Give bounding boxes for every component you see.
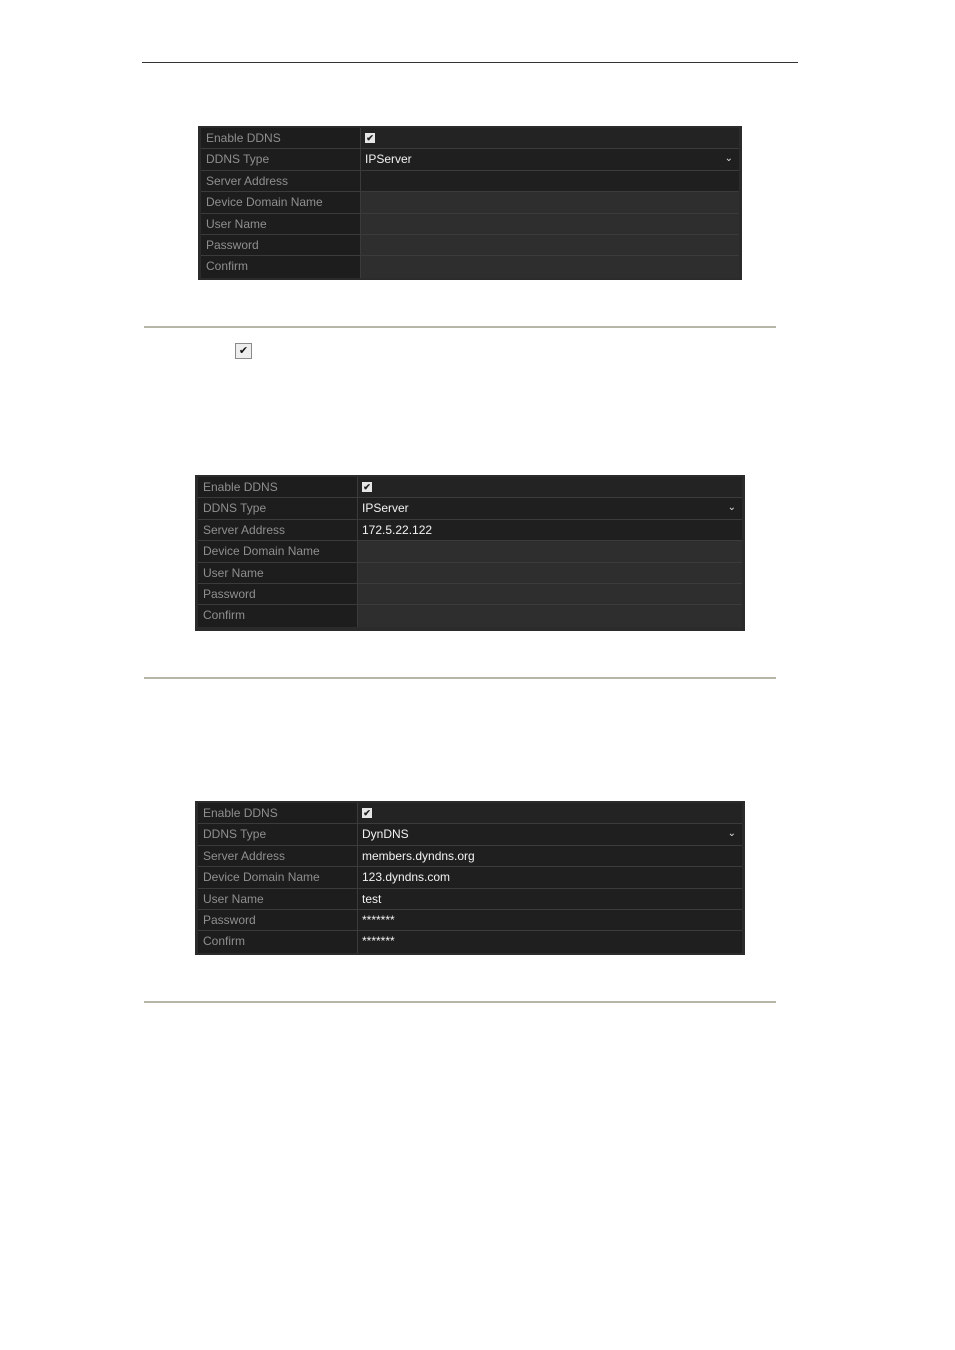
server-address-row	[198, 520, 742, 541]
user-name-row	[201, 214, 739, 235]
user-name-input[interactable]	[361, 214, 739, 234]
enable-ddns-checkbox[interactable]: ✔	[363, 481, 371, 492]
password-row	[198, 910, 742, 931]
user-name-row	[198, 889, 742, 910]
device-domain-name-input[interactable]	[361, 192, 739, 212]
device-domain-name-row	[198, 867, 742, 888]
user-name-row	[198, 563, 742, 584]
ddns-type-value: IPServer	[362, 501, 409, 516]
enable-ddns-row	[201, 128, 739, 149]
server-address-label: Server Address	[201, 171, 361, 191]
user-name-input[interactable]: test	[358, 889, 742, 909]
ddns-type-row	[198, 498, 742, 519]
ddns-type-label: DDNS Type	[201, 149, 361, 169]
confirm-row	[198, 931, 742, 952]
enable-ddns-cell	[358, 477, 742, 497]
chevron-down-icon: ⌄	[727, 828, 736, 840]
server-address-row	[201, 171, 739, 192]
ddns-type-select[interactable]	[358, 498, 742, 518]
ddns-settings-panel-2	[195, 475, 745, 631]
chevron-down-icon: ⌄	[727, 502, 736, 514]
password-label: Password	[201, 235, 361, 255]
server-address-input[interactable]	[361, 171, 739, 191]
password-input[interactable]	[361, 235, 739, 255]
user-name-label: User Name	[198, 563, 358, 583]
device-domain-name-label: Device Domain Name	[198, 867, 358, 887]
server-address-label: Server Address	[198, 520, 358, 540]
checkbox-icon: ✔	[235, 343, 252, 359]
ddns-settings-panel-1	[198, 126, 742, 280]
device-domain-name-label: Device Domain Name	[201, 192, 361, 212]
ddns-settings-panel-3	[195, 801, 745, 955]
enable-ddns-label: Enable DDNS	[198, 803, 358, 823]
enable-ddns-label: Enable DDNS	[198, 477, 358, 497]
section-divider-3	[144, 1001, 776, 1003]
ddns-type-row	[201, 149, 739, 170]
ddns-type-row	[198, 824, 742, 845]
password-input[interactable]	[358, 584, 742, 604]
confirm-label: Confirm	[201, 256, 361, 277]
ddns-type-value: DynDNS	[362, 827, 409, 842]
confirm-input[interactable]	[361, 256, 739, 277]
user-name-input[interactable]	[358, 563, 742, 583]
enable-ddns-cell	[361, 128, 739, 148]
section-divider-1	[144, 326, 776, 328]
chevron-down-icon: ⌄	[724, 153, 733, 165]
enable-ddns-checkbox[interactable]: ✔	[363, 807, 371, 818]
section-divider-2	[144, 677, 776, 679]
ddns-type-select[interactable]	[358, 824, 742, 844]
ddns-type-label: DDNS Type	[198, 824, 358, 844]
enable-ddns-label: Enable DDNS	[201, 128, 361, 148]
confirm-label: Confirm	[198, 605, 358, 626]
ddns-type-label: DDNS Type	[198, 498, 358, 518]
confirm-input[interactable]: *******	[358, 931, 742, 952]
device-domain-name-row	[201, 192, 739, 213]
password-row	[198, 584, 742, 605]
server-address-input[interactable]: 172.5.22.122	[358, 520, 742, 540]
enable-ddns-checkbox[interactable]: ✔	[366, 132, 374, 143]
password-input[interactable]: *******	[358, 910, 742, 930]
confirm-row	[201, 256, 739, 277]
page-header-rule	[142, 62, 798, 63]
enable-ddns-row	[198, 803, 742, 824]
device-domain-name-input[interactable]: 123.dyndns.com	[358, 867, 742, 887]
enable-ddns-row	[198, 477, 742, 498]
password-label: Password	[198, 910, 358, 930]
confirm-input[interactable]	[358, 605, 742, 626]
confirm-row	[198, 605, 742, 626]
user-name-label: User Name	[201, 214, 361, 234]
server-address-input[interactable]: members.dyndns.org	[358, 846, 742, 866]
enable-ddns-cell	[358, 803, 742, 823]
ddns-type-select[interactable]	[361, 149, 739, 169]
server-address-row	[198, 846, 742, 867]
server-address-label: Server Address	[198, 846, 358, 866]
device-domain-name-input[interactable]	[358, 541, 742, 561]
ddns-type-value: IPServer	[365, 152, 412, 167]
user-name-label: User Name	[198, 889, 358, 909]
password-row	[201, 235, 739, 256]
password-label: Password	[198, 584, 358, 604]
device-domain-name-label: Device Domain Name	[198, 541, 358, 561]
device-domain-name-row	[198, 541, 742, 562]
confirm-label: Confirm	[198, 931, 358, 952]
